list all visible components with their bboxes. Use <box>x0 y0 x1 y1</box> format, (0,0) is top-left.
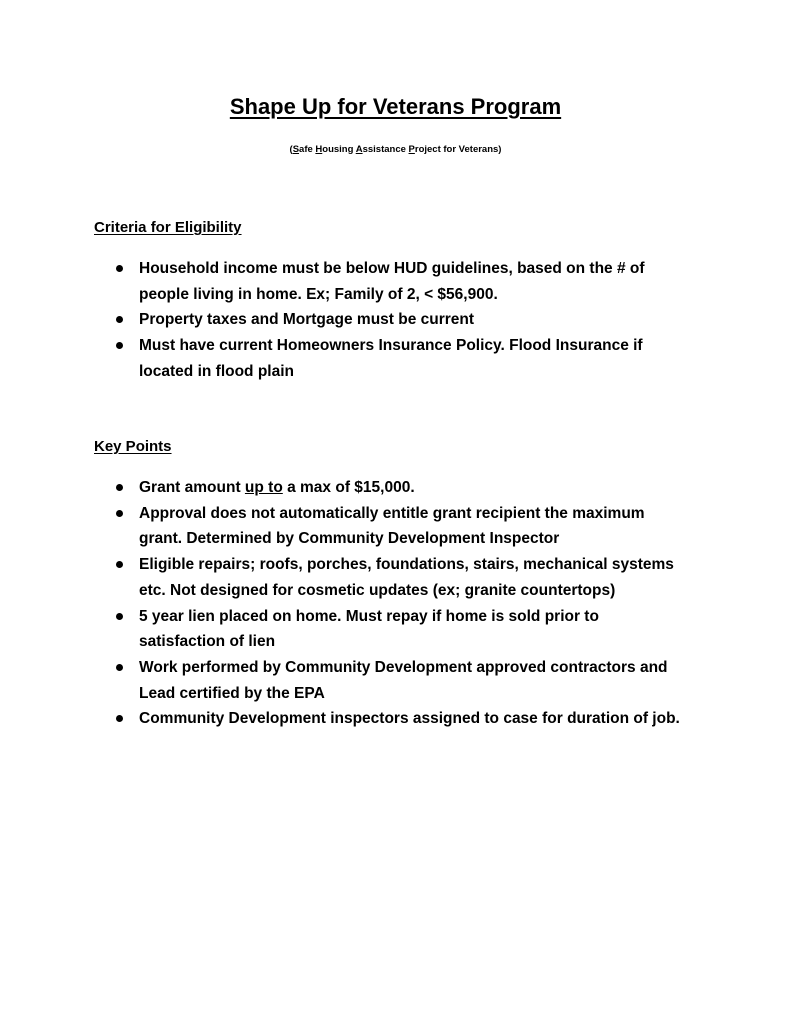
list-item <box>0 501 700 552</box>
bullet-icon <box>116 613 123 620</box>
list-item-line-2: etc. Not designed for cosmetic updates (ex; granite countertops) <box>139 581 616 599</box>
list-item-line-2: Lead certified by the EPA <box>139 684 325 702</box>
subtitle-word-4: roject for Veterans) <box>414 144 502 155</box>
list-item <box>0 552 700 603</box>
list-item-line-2: satisfaction of lien <box>139 633 276 651</box>
subtitle-initial-s: S <box>292 144 300 155</box>
key-points-list <box>0 475 700 732</box>
list-item-line-1: 5 year lien placed on home. Must repay if home is sold prior to <box>139 607 599 625</box>
bullet-icon <box>116 316 123 323</box>
subtitle-open: ( <box>289 144 293 155</box>
list-item-line-1: Household income must be below HUD guidelines, based on the # of <box>139 260 645 277</box>
subtitle-initial-a: A <box>355 144 363 155</box>
list-item <box>0 655 700 706</box>
key-points-heading: Key Points <box>94 438 172 455</box>
list-item-line-2: grant. Determined by Community Development Inspector <box>139 530 560 548</box>
list-item <box>0 333 700 384</box>
page-subtitle <box>0 144 791 155</box>
list-item-line-1: Community Development inspectors assigned to case for duration of job. <box>139 710 680 728</box>
grant-text-before: Grant amount <box>139 479 245 496</box>
bullet-icon <box>116 715 123 722</box>
bullet-icon <box>116 484 123 491</box>
subtitle-word-1: afe <box>299 144 316 155</box>
bullet-icon <box>116 510 123 517</box>
page-title: Shape Up for Veterans Program <box>229 94 562 119</box>
list-item <box>0 307 700 333</box>
bullet-icon <box>116 561 123 568</box>
list-item-line-2: people living in home. Ex; Family of 2, < $56,900. <box>139 285 498 303</box>
criteria-list <box>0 256 700 385</box>
list-item-line-2: located in flood plain <box>139 362 294 380</box>
list-item-line-1: Eligible repairs; roofs, porches, foundations, stairs, mechanical systems <box>139 556 674 574</box>
list-item <box>0 604 700 655</box>
list-item <box>0 475 700 501</box>
bullet-icon <box>116 342 123 349</box>
list-item <box>0 706 700 732</box>
bullet-icon <box>116 664 123 671</box>
subtitle-initial-h: H <box>315 144 323 155</box>
subtitle-initial-p: P <box>408 144 415 155</box>
list-item-line-1: Work performed by Community Development approved contractors and <box>139 658 668 676</box>
subtitle-word-3: ssistance <box>362 144 409 155</box>
list-item-line-1: Property taxes and Mortgage must be current <box>139 311 475 329</box>
list-item-line-1: Must have current Homeowners Insurance Policy. Flood Insurance if <box>139 337 643 355</box>
criteria-heading: Criteria for Eligibility <box>94 219 242 236</box>
grant-text-after: a max of $15,000. <box>282 479 415 496</box>
subtitle-word-2: ousing <box>322 144 356 155</box>
grant-text-underlined: up to <box>244 479 283 496</box>
bullet-icon <box>116 265 123 272</box>
list-item <box>0 256 700 307</box>
list-item-line-1: Approval does not automatically entitle grant recipient the maximum <box>139 504 645 522</box>
